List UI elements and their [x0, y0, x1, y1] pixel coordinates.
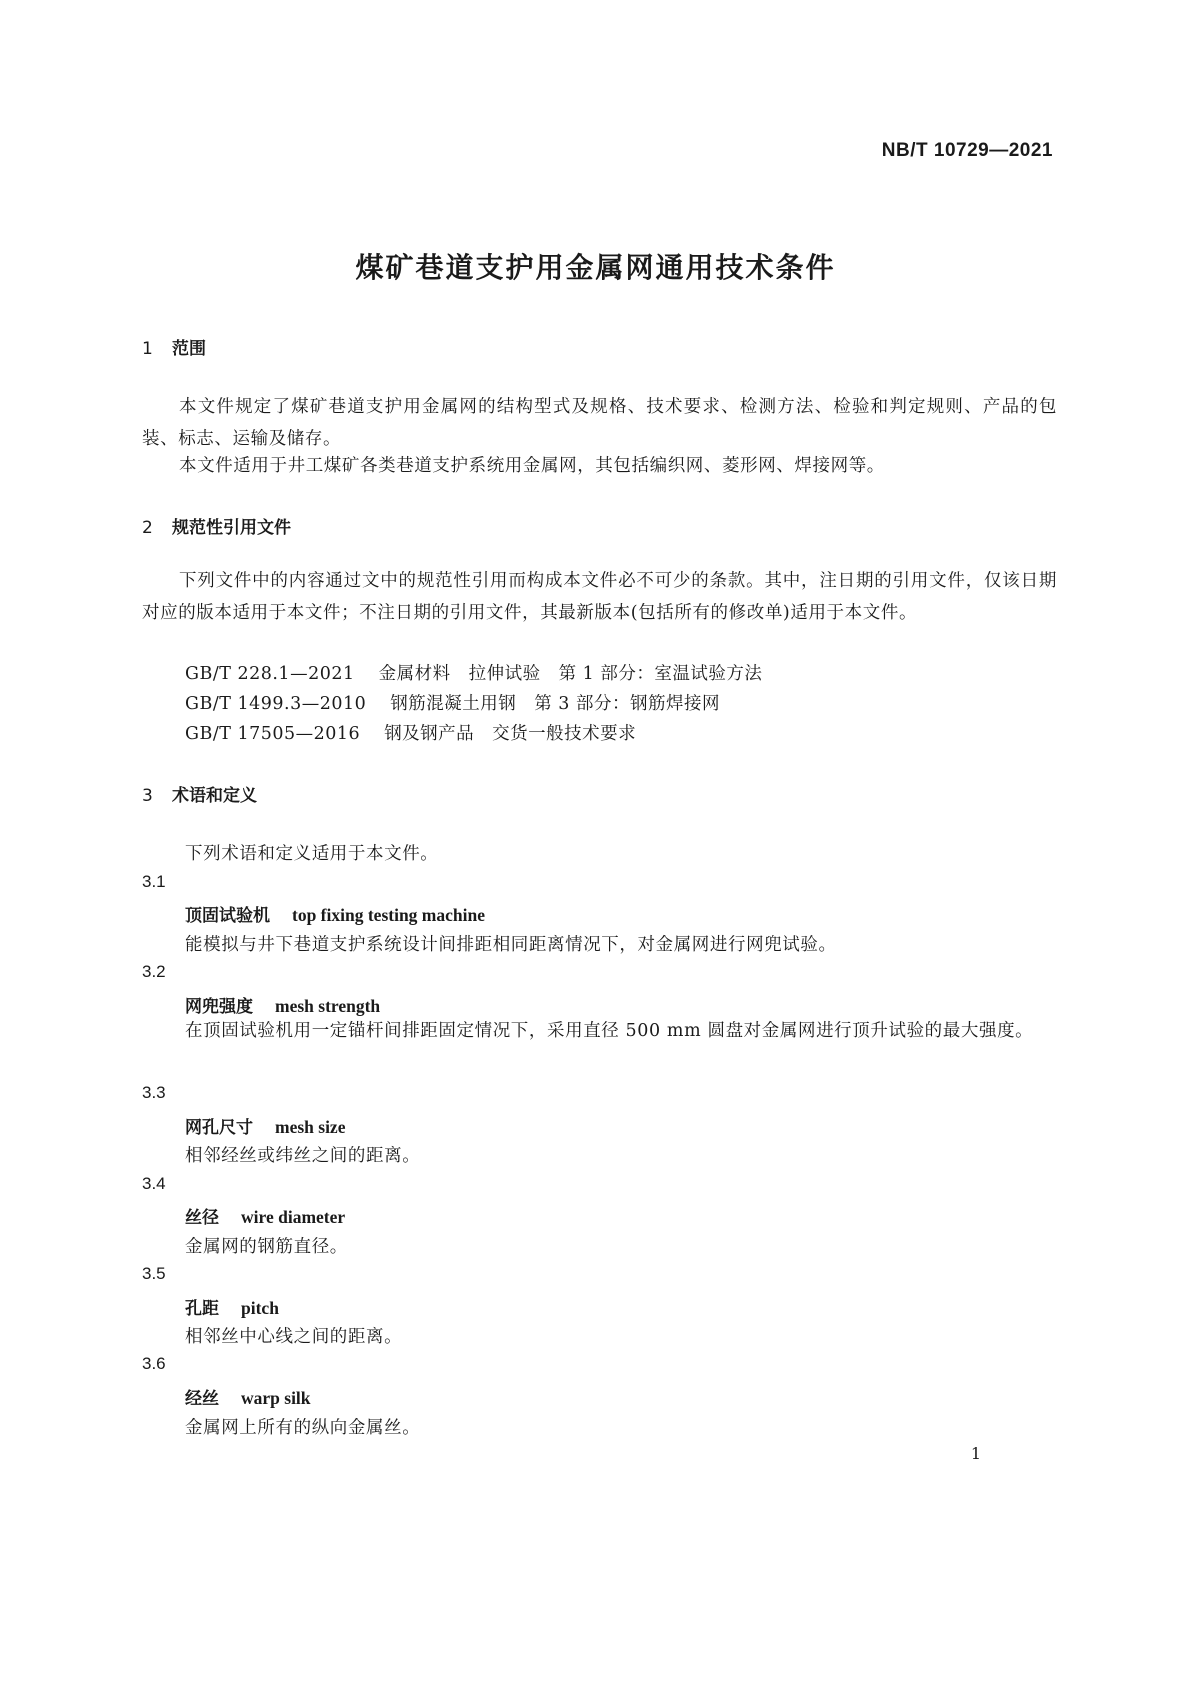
term-en: wire diameter — [241, 1207, 346, 1227]
term-heading — [185, 1294, 279, 1319]
term-number: 3.1 — [142, 872, 166, 891]
section-number: 1 — [142, 339, 153, 359]
term-definition: 金属网上所有的纵向金属丝。 — [185, 1418, 421, 1438]
term-heading — [185, 1384, 311, 1409]
term-number: 3.6 — [142, 1354, 166, 1373]
reference-item — [185, 690, 720, 715]
paragraph: 下列术语和定义适用于本文件。 — [185, 844, 439, 864]
paragraph: 本文件规定了煤矿巷道支护用金属网的结构型式及规格、技术要求、检测方法、检验和判定规则、产品的包装、标志、运输及储存。 — [142, 397, 1057, 449]
reference-item — [185, 720, 636, 745]
paragraph: 下列文件中的内容通过文中的规范性引用而构成本文件必不可少的条款。其中，注日期的引用文件，仅该日期对应的版本适用于本文件；不注日期的引用文件，其最新版本(包括所有的修改单)适用于本文件。 — [142, 571, 1057, 623]
term-definition: 在顶固试验机用一定锚杆间排距固定情况下，采用直径 500 mm 圆盘对金属网进行顶升试验的最大强度。 — [185, 1021, 1034, 1041]
reference-item — [185, 660, 762, 685]
term-heading — [185, 1113, 345, 1138]
term-zh: 顶固试验机 — [185, 906, 270, 926]
document-title: 煤矿巷道支护用金属网通用技术条件 — [355, 251, 836, 284]
section-number: 2 — [142, 518, 153, 538]
term-number: 3.2 — [142, 962, 166, 981]
section-heading-terms-definitions — [142, 781, 257, 806]
term-en: mesh strength — [275, 996, 381, 1016]
section-title: 范围 — [172, 339, 206, 359]
term-en: mesh size — [275, 1117, 346, 1137]
term-en: pitch — [241, 1298, 279, 1318]
term-heading — [185, 1203, 345, 1228]
reference-title: 钢筋混凝土用钢 第 3 部分：钢筋焊接网 — [390, 694, 721, 714]
reference-code: GB/T 17505—2016 — [185, 724, 361, 744]
term-definition: 能模拟与井下巷道支护系统设计间排距相同距离情况下，对金属网进行网兜试验。 — [185, 935, 837, 955]
term-definition: 金属网的钢筋直径。 — [185, 1237, 348, 1257]
reference-code: GB/T 228.1—2021 — [185, 664, 355, 684]
term-definition: 相邻经丝或纬丝之间的距离。 — [185, 1146, 421, 1166]
section-number: 3 — [142, 786, 153, 806]
term-number: 3.4 — [142, 1174, 166, 1193]
section-heading-scope — [142, 334, 206, 359]
reference-title: 钢及钢产品 交货一般技术要求 — [384, 724, 637, 744]
page-number: 1 — [970, 1444, 981, 1463]
document-code: NB/T 10729—2021 — [881, 140, 1053, 161]
term-zh: 经丝 — [185, 1389, 219, 1409]
term-en: warp silk — [241, 1388, 311, 1408]
term-definition: 相邻丝中心线之间的距离。 — [185, 1327, 403, 1347]
term-en: top fixing testing machine — [292, 905, 485, 925]
term-zh: 丝径 — [185, 1208, 219, 1228]
term-number: 3.3 — [142, 1083, 166, 1102]
section-heading-normative-references — [142, 513, 291, 538]
paragraph: 本文件适用于井工煤矿各类巷道支护系统用金属网，其包括编织网、菱形网、焊接网等。 — [179, 456, 885, 476]
section-title: 术语和定义 — [172, 786, 257, 806]
term-heading — [185, 901, 485, 926]
section-title: 规范性引用文件 — [172, 518, 291, 538]
reference-code: GB/T 1499.3—2010 — [185, 694, 367, 714]
term-heading — [185, 992, 380, 1017]
term-zh: 孔距 — [185, 1299, 219, 1319]
reference-title: 金属材料 拉伸试验 第 1 部分：室温试验方法 — [378, 664, 763, 684]
term-zh: 网兜强度 — [185, 997, 253, 1017]
term-zh: 网孔尺寸 — [185, 1118, 253, 1138]
term-number: 3.5 — [142, 1264, 166, 1283]
